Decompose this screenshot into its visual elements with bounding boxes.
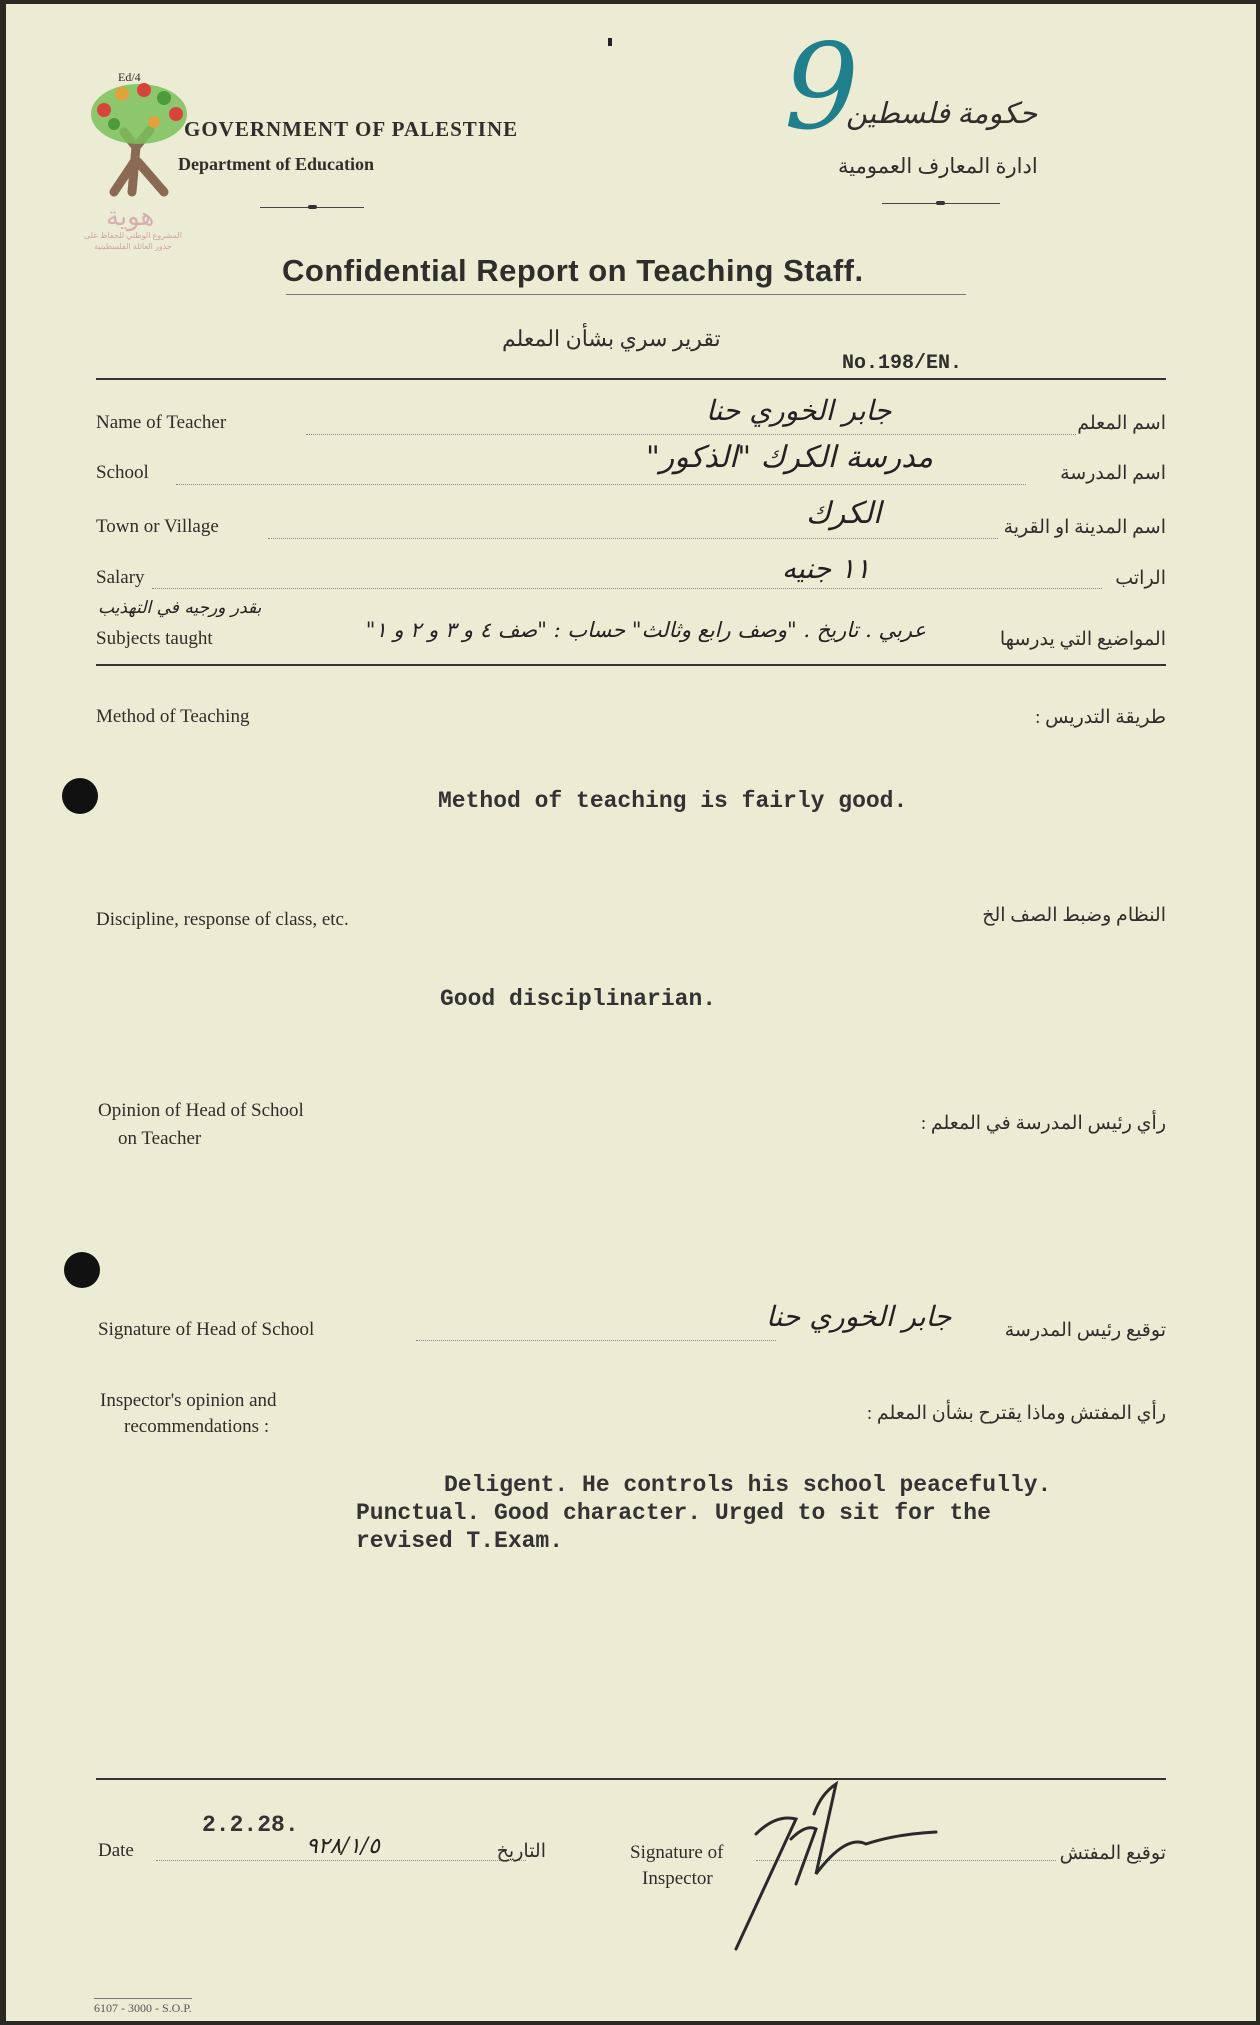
inspector-label-ar: رأي المفتش وماذا يقترح بشأن المعلم : xyxy=(866,1403,1166,1424)
document-page xyxy=(6,4,1256,2021)
discipline-label-ar: النظام وضبط الصف الخ xyxy=(982,905,1166,926)
opinion-label-1: Opinion of Head of School xyxy=(98,1100,304,1121)
ornament-dot-left xyxy=(308,205,317,209)
date-label-ar: التاريخ xyxy=(496,1841,546,1862)
head-signature-dots xyxy=(416,1340,776,1341)
corner-code: Ed/4 xyxy=(118,70,141,84)
town-value: الكرك xyxy=(806,496,882,531)
department-heading-ar: ادارة المعارف العمومية xyxy=(838,154,1038,178)
department-heading: Department of Education xyxy=(178,154,374,174)
discipline-label: Discipline, response of class, etc. xyxy=(96,909,349,930)
watermark-caption: المشروع الوطني للحفاظ على جذور العائلة الفلسطينية xyxy=(84,231,182,251)
name-value: جابر الخوري حنا xyxy=(706,394,892,427)
town-dots xyxy=(268,538,998,539)
method-label: Method of Teaching xyxy=(96,706,250,727)
date-handwritten: ٩٢٨/١/٥ xyxy=(306,1834,380,1859)
fields-rule xyxy=(96,664,1166,666)
school-label-ar: اسم المدرسة xyxy=(1060,463,1166,484)
reference-number: No.198/EN. xyxy=(842,352,963,375)
inspector-signature-scribble xyxy=(696,1774,956,1954)
town-label-ar: اسم المدينة او القرية xyxy=(1003,517,1166,538)
school-dots xyxy=(176,484,1026,485)
head-signature-value: جابر الخوري حنا xyxy=(766,1300,952,1333)
watermark-name: هوية xyxy=(106,202,155,231)
margin-number: 9 xyxy=(784,18,860,156)
method-text: Method of teaching is fairly good. xyxy=(438,788,908,814)
school-value: مدرسة الكرك "الذكور" xyxy=(646,440,934,475)
opinion-label-ar: رأي رئيس المدرسة في المعلم : xyxy=(920,1113,1166,1134)
salary-value: ١١ جنيه xyxy=(782,552,871,585)
name-dots xyxy=(306,434,1076,435)
salary-label: Salary xyxy=(96,567,145,588)
head-signature-label-ar: توقيع رئيس المدرسة xyxy=(1004,1320,1166,1341)
ornament-dot-right xyxy=(936,201,945,205)
print-code: 6107 - 3000 - S.O.P. xyxy=(94,1998,192,2016)
date-typed: 2.2.28. xyxy=(202,1812,299,1838)
salary-dots xyxy=(152,588,1102,589)
subjects-label: Subjects taught xyxy=(96,628,213,649)
inspector-text-1: Deligent. He controls his school peacefully. xyxy=(444,1472,1052,1498)
government-heading: GOVERNMENT OF PALESTINE xyxy=(184,117,519,141)
report-title-ar: تقرير سري بشأن المعلم xyxy=(502,326,721,351)
inspector-label-2: recommendations : xyxy=(124,1416,270,1437)
inspector-label-1: Inspector's opinion and xyxy=(100,1390,277,1411)
method-label-ar: طريقة التدريس : xyxy=(1035,707,1166,728)
school-label: School xyxy=(96,462,149,483)
ink-mark xyxy=(608,38,612,46)
date-dots xyxy=(156,1860,526,1861)
name-label: Name of Teacher xyxy=(96,412,227,433)
salary-label-ar: الراتب xyxy=(1115,568,1166,589)
punch-hole-bottom xyxy=(64,1252,100,1288)
subjects-value: عربي . تاريخ . "وصف رابع وثالث" حساب : "صف ٤ و ٣ و ٢ و ١" xyxy=(365,618,926,642)
head-signature-label: Signature of Head of School xyxy=(98,1319,315,1340)
inspector-signature-label-1: Signature of xyxy=(630,1842,724,1863)
subjects-label-ar: المواضيع التي يدرسها xyxy=(999,629,1166,650)
name-label-ar: اسم المعلم xyxy=(1077,413,1166,434)
inspector-signature-label-ar: توقيع المفتش xyxy=(1059,1843,1166,1864)
header-rule xyxy=(96,378,1166,380)
town-label: Town or Village xyxy=(96,516,219,537)
report-title: Confidential Report on Teaching Staff. xyxy=(282,253,864,288)
government-heading-ar: حكومة فلسطين xyxy=(846,98,1038,130)
discipline-text: Good disciplinarian. xyxy=(440,986,717,1012)
inspector-signature-label-2: Inspector xyxy=(642,1868,713,1889)
title-underline xyxy=(286,294,966,295)
date-label: Date xyxy=(98,1840,134,1861)
opinion-label-2: on Teacher xyxy=(118,1128,202,1149)
punch-hole-top xyxy=(62,778,98,814)
footer-rule xyxy=(96,1778,1166,1780)
inspector-text-3: revised T.Exam. xyxy=(356,1528,564,1554)
subjects-note: بقدر ورجيه في التهذيب xyxy=(98,598,262,618)
inspector-text-2: Punctual. Good character. Urged to sit for the xyxy=(356,1500,991,1526)
